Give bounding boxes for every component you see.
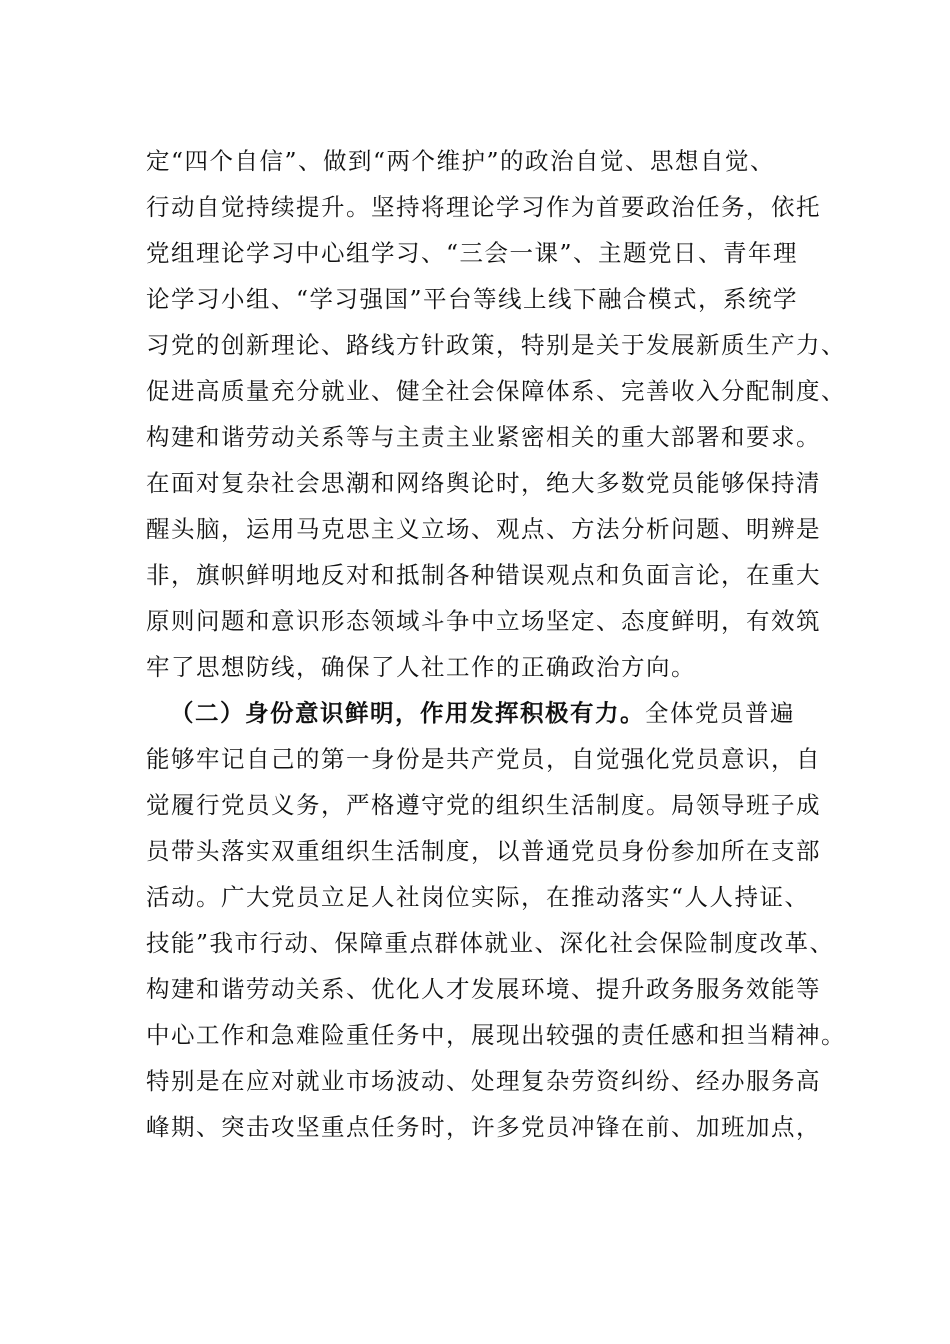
paragraph-line: 在面对复杂社会思潮和网络舆论时，绝大多数党员能够保持清 xyxy=(146,469,821,497)
paragraph-line: 中心工作和急难险重任务中，展现出较强的责任感和担当精神。 xyxy=(146,1021,846,1049)
paragraph-line: 原则问题和意识形态领域斗争中立场坚定、态度鲜明，有效筑 xyxy=(146,607,821,635)
paragraph-line: 定“四个自信”、做到“两个维护”的政治自觉、思想自觉、 xyxy=(146,147,776,175)
paragraph-line: 活动。广大党员立足人社岗位实际，在推动落实“人人持证、 xyxy=(146,883,810,911)
section-heading-line xyxy=(170,699,795,727)
paragraph-line: 构建和谐劳动关系等与主责主业紧密相关的重大部署和要求。 xyxy=(146,423,821,451)
paragraph-line: 构建和谐劳动关系、优化人才发展环境、提升政务服务效能等 xyxy=(146,975,821,1003)
paragraph-line: 峰期、突击攻坚重点任务时，许多党员冲锋在前、加班加点， xyxy=(146,1113,821,1141)
paragraph-line: 技能”我市行动、保障重点群体就业、深化社会保险制度改革、 xyxy=(146,929,835,957)
paragraph-line: 牢了思想防线，确保了人社工作的正确政治方向。 xyxy=(146,653,696,681)
paragraph-line: 党组理论学习中心组学习、“三会一课”、主题党日、青年理 xyxy=(146,239,799,267)
paragraph-line: 促进高质量充分就业、健全社会保障体系、完善收入分配制度、 xyxy=(146,377,846,405)
paragraph-line: 特别是在应对就业市场波动、处理复杂劳资纠纷、经办服务高 xyxy=(146,1067,821,1095)
section-heading-tail: 全体党员普遍 xyxy=(645,699,795,727)
paragraph-line: 论学习小组、“学习强国”平台等线上线下融合模式，系统学 xyxy=(146,285,799,313)
paragraph-line: 非，旗帜鲜明地反对和抵制各种错误观点和负面言论，在重大 xyxy=(146,561,821,589)
paragraph-line: 员带头落实双重组织生活制度，以普通党员身份参加所在支部 xyxy=(146,837,821,865)
paragraph-line: 能够牢记自己的第一身份是共产党员，自觉强化党员意识，自 xyxy=(146,745,821,773)
paragraph-line: 行动自觉持续提升。坚持将理论学习作为首要政治任务，依托 xyxy=(146,193,821,221)
section-heading: （二）身份意识鲜明，作用发挥积极有力。 xyxy=(170,699,645,727)
paragraph-line: 觉履行党员义务，严格遵守党的组织生活制度。局领导班子成 xyxy=(146,791,821,819)
paragraph-line: 习党的创新理论、路线方针政策，特别是关于发展新质生产力、 xyxy=(146,331,846,359)
paragraph-line: 醒头脑，运用马克思主义立场、观点、方法分析问题、明辨是 xyxy=(146,515,821,543)
